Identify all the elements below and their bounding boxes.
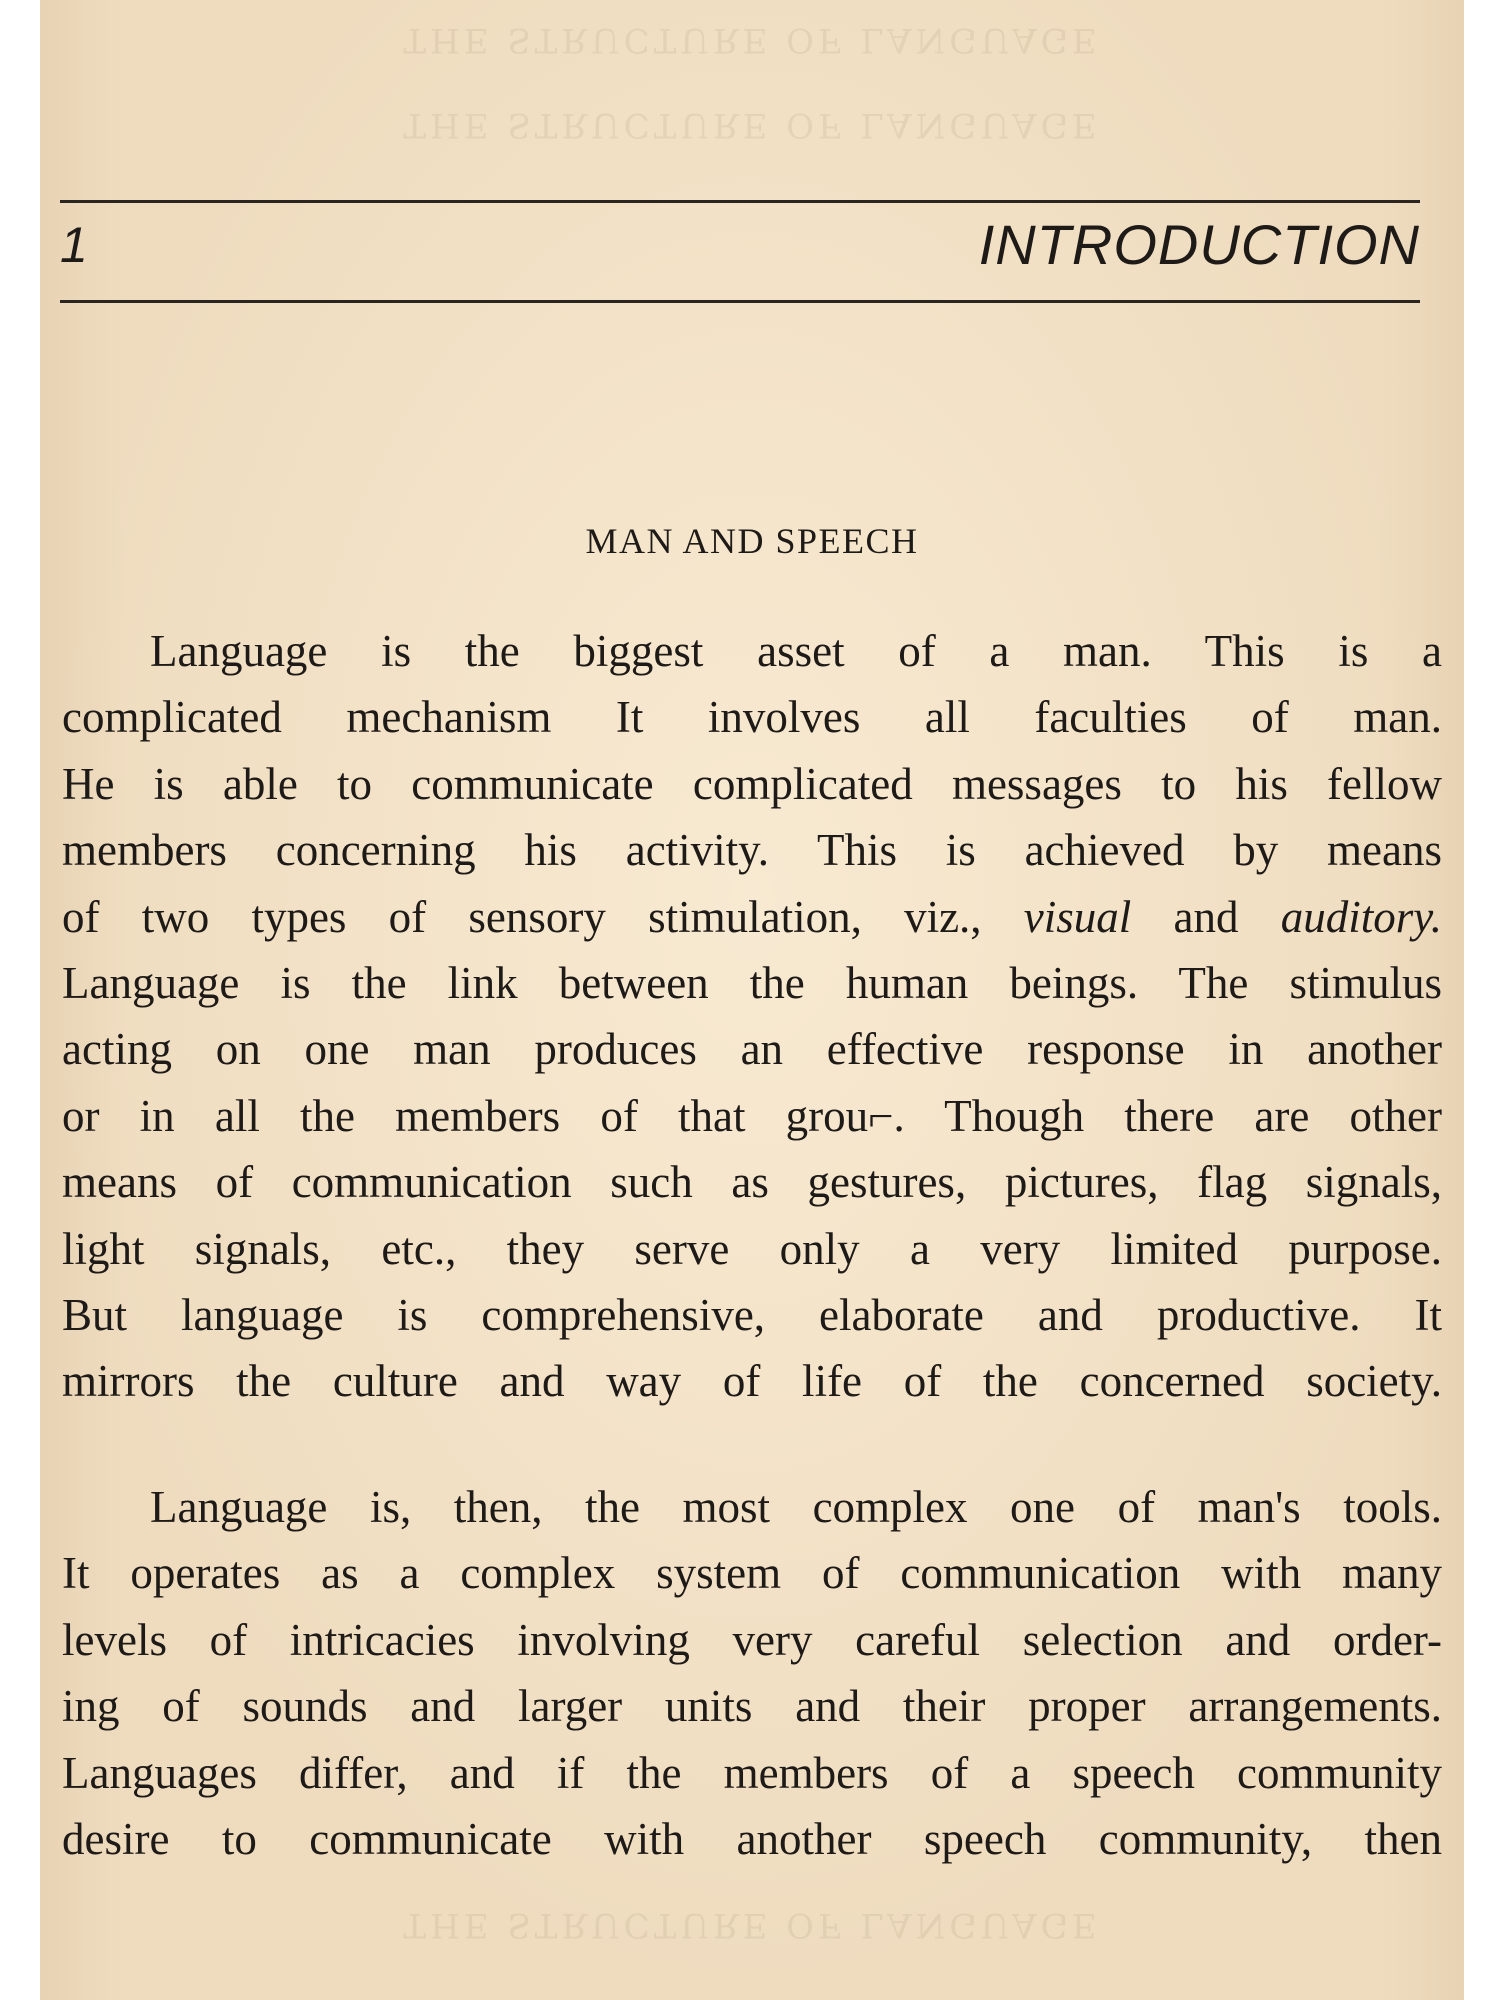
paragraph-1-line-4: members concerning his activity. This is achieved by means [62,825,1442,876]
paragraph-1-line-9: means of communication such as gestures, pictures, flag signals, [62,1157,1442,1208]
paragraph-2-line-4: ing of sounds and larger units and their proper arrangements. [62,1681,1442,1732]
page-number: 1 [60,217,88,273]
paragraph-1-line-7: acting on one man produces an effective response in another [62,1024,1442,1075]
line-5-lead-text: of two types of sensory stimulation, viz., [62,891,982,942]
paragraph-1-line-12: mirrors the culture and way of life of the concerned society. [62,1356,1442,1407]
paragraph-2-line-6: desire to communicate with another speech community, then [62,1813,1442,1864]
paragraph-1-line-11: But language is comprehensive, elaborate and productive. It [62,1289,1442,1340]
line-5-conjunction: and [1173,891,1239,942]
paragraph-1-line-8: or in all the members of that grou⌐. Though there are other [62,1090,1442,1141]
emphasis-visual: visual [1023,891,1132,942]
paragraph-2-line-1: Language is, then, the most complex one of man's tools. [150,1482,1442,1532]
paragraph-1-line-5 [62,884,1442,950]
section-title: MAN AND SPEECH [585,521,919,561]
show-through-text-middle: THE STRUCTURE OF LANGUAGE [403,105,1101,145]
paragraph-1 [62,618,1442,1415]
paragraph-1-line-3: He is able to communicate complicated messages to his fellow [62,758,1442,809]
paragraph-1-line-10: light signals, etc., they serve only a very limited purpose. [62,1223,1442,1274]
paragraph-1-line-1: Language is the biggest asset of a man. This is a [150,626,1442,676]
emphasis-auditory: auditory. [1280,891,1443,942]
paragraph-2 [62,1474,1442,1872]
book-page [40,0,1464,2000]
header-rule-bottom [60,300,1420,303]
paragraph-1-line-2: complicated mechanism It involves all faculties of man. [62,692,1442,743]
show-through-text-top: THE STRUCTURE OF LANGUAGE [403,20,1101,60]
header-rule-top [60,200,1420,203]
paragraph-2-line-3: levels of intricacies involving very careful selection and order- [62,1614,1442,1665]
paragraph-2-line-5: Languages differ, and if the members of a speech community [62,1747,1442,1798]
running-head-title: INTRODUCTION [978,213,1420,276]
show-through-text-bottom: THE STRUCTURE OF LANGUAGE [403,1905,1101,1945]
paragraph-1-line-6: Language is the link between the human beings. The stimulus [62,957,1442,1008]
paragraph-2-line-2: It operates as a complex system of communication with many [62,1548,1442,1599]
